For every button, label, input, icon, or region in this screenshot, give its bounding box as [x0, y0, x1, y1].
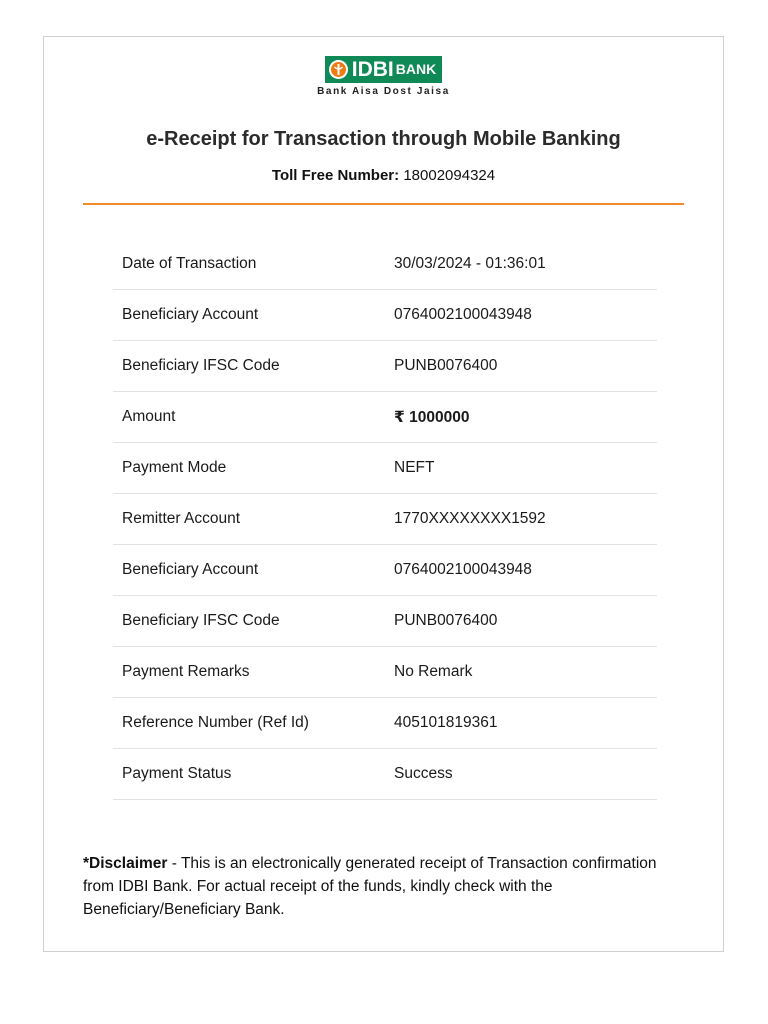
- row-label: Remitter Account: [113, 494, 394, 545]
- amount-value: ₹ 1000000: [394, 392, 657, 443]
- payment-status-value: Success: [394, 749, 657, 800]
- row-value: PUNB0076400: [394, 341, 657, 392]
- toll-free-number: 18002094324: [403, 167, 496, 184]
- row-value: NEFT: [394, 443, 657, 494]
- table-row: [113, 494, 657, 545]
- transaction-details-table: [113, 239, 657, 800]
- row-label: Beneficiary IFSC Code: [113, 596, 394, 647]
- row-value: 30/03/2024 - 01:36:01: [394, 239, 657, 290]
- table-row: [113, 239, 657, 290]
- row-label: Beneficiary Account: [113, 290, 394, 341]
- bank-logo: [44, 56, 723, 97]
- disclaimer-label: *Disclaimer: [83, 855, 168, 872]
- table-row: [113, 443, 657, 494]
- table-row: [113, 647, 657, 698]
- row-value: 405101819361: [394, 698, 657, 749]
- table-row: [113, 545, 657, 596]
- header-divider: [83, 203, 684, 205]
- row-value: PUNB0076400: [394, 596, 657, 647]
- table-row: [113, 698, 657, 749]
- receipt-card: [43, 36, 724, 952]
- idbi-emblem-icon: [329, 60, 348, 79]
- toll-free-line: [44, 167, 723, 184]
- table-row: [113, 392, 657, 443]
- logo-brand-suffix: BANK: [395, 61, 437, 77]
- row-label: Beneficiary Account: [113, 545, 394, 596]
- table-row: [113, 749, 657, 800]
- disclaimer-text: - This is an electronically generated receipt of Transaction confirmation from IDBI Bank. For actual receipt of the funds, kindly check with the Beneficiary/Beneficiary Bank.: [83, 855, 657, 918]
- logo-brand-text: IDBI: [351, 58, 394, 81]
- row-label: Amount: [113, 392, 394, 443]
- disclaimer: [83, 852, 683, 921]
- table-row: [113, 341, 657, 392]
- row-label: Reference Number (Ref Id): [113, 698, 394, 749]
- logo-tagline: Bank Aisa Dost Jaisa: [317, 86, 450, 97]
- row-label: Payment Remarks: [113, 647, 394, 698]
- row-value: 1770XXXXXXXX1592: [394, 494, 657, 545]
- page-title: e-Receipt for Transaction through Mobile Banking: [146, 128, 621, 150]
- row-label: Payment Status: [113, 749, 394, 800]
- row-value: No Remark: [394, 647, 657, 698]
- row-value: 0764002100043948: [394, 545, 657, 596]
- row-value: 0764002100043948: [394, 290, 657, 341]
- row-label: Payment Mode: [113, 443, 394, 494]
- row-label: Date of Transaction: [113, 239, 394, 290]
- table-row: [113, 596, 657, 647]
- toll-free-label: Toll Free Number:: [271, 167, 400, 184]
- row-label: Beneficiary IFSC Code: [113, 341, 394, 392]
- logo-badge: [325, 56, 442, 83]
- table-row: [113, 290, 657, 341]
